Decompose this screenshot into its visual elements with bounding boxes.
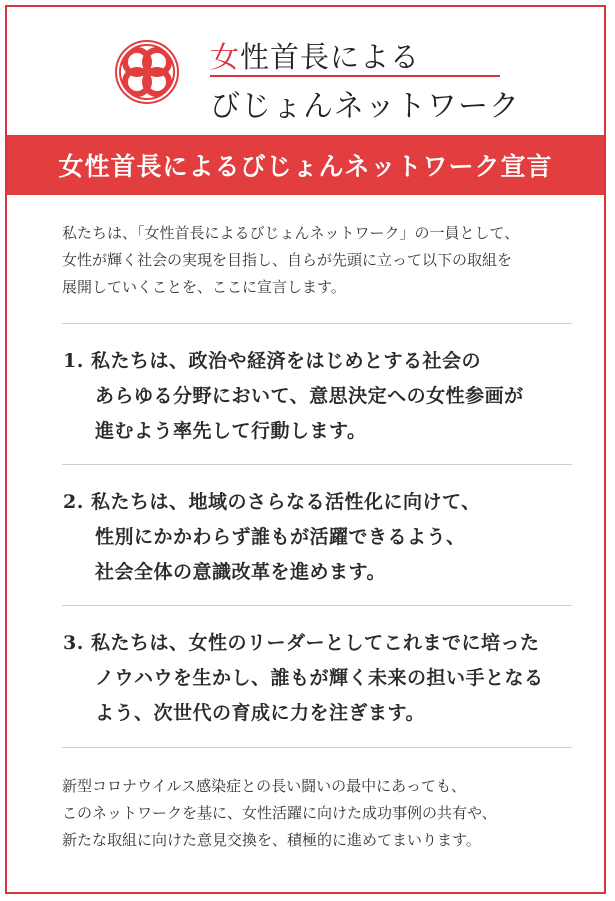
item-line: あらゆる分野において、意思決定への女性参画が: [95, 385, 524, 407]
item-line: ノウハウを生かし、誰もが輝く未来の担い手となる: [95, 667, 544, 689]
title-accent-char: 女: [210, 40, 241, 74]
item-line: 社会全体の意識改革を進めます。: [95, 561, 386, 583]
item-line: 進むよう率先して行動します。: [95, 420, 367, 442]
section-divider: [62, 323, 572, 324]
document-frame: [5, 5, 606, 894]
intro-line: 展開していくことを、ここに宣言します。: [62, 278, 346, 296]
intro-line: 私たちは、「女性首長によるびじょんネットワーク」の一員として、: [62, 224, 520, 242]
item-line: 1. 私たちは、政治や経済をはじめとする社会の: [63, 350, 481, 372]
item-line: よう、次世代の育成に力を注ぎます。: [95, 702, 425, 724]
intro-line: 女性が輝く社会の実現を目指し、自らが先頭に立って以下の取組を: [62, 251, 513, 269]
title-line-1: [210, 35, 420, 76]
section-divider: [62, 747, 572, 748]
title-divider: [210, 75, 500, 77]
declaration-item-3: [63, 626, 583, 731]
closing-line: このネットワークを基に、女性活躍に向けた成功事例の共有や、: [62, 804, 497, 822]
closing-paragraph: [62, 773, 572, 854]
closing-line: 新たな取組に向けた意見交換を、積極的に進めてまいります。: [62, 831, 481, 849]
title-line-1-rest: 性首長による: [240, 40, 421, 74]
header: [7, 7, 604, 132]
item-line: 3. 私たちは、女性のリーダーとしてこれまでに培った: [63, 632, 540, 654]
red-mizuhiki-knot-icon: [112, 37, 182, 107]
item-line: 2. 私たちは、地域のさらなる活性化に向けて、: [63, 491, 481, 513]
declaration-banner: 女性首長によるびじょんネットワーク宣言: [7, 135, 604, 195]
title-line-2: びじょんネットワーク: [210, 89, 520, 124]
section-divider: [62, 605, 572, 606]
intro-paragraph: [62, 220, 572, 301]
section-divider: [62, 464, 572, 465]
declaration-item-2: [63, 485, 583, 590]
declaration-item-1: [63, 344, 583, 449]
item-line: 性別にかかわらず誰もが活躍できるよう、: [95, 526, 466, 548]
closing-line: 新型コロナウイルス感染症との長い闘いの最中にあっても、: [62, 777, 466, 795]
